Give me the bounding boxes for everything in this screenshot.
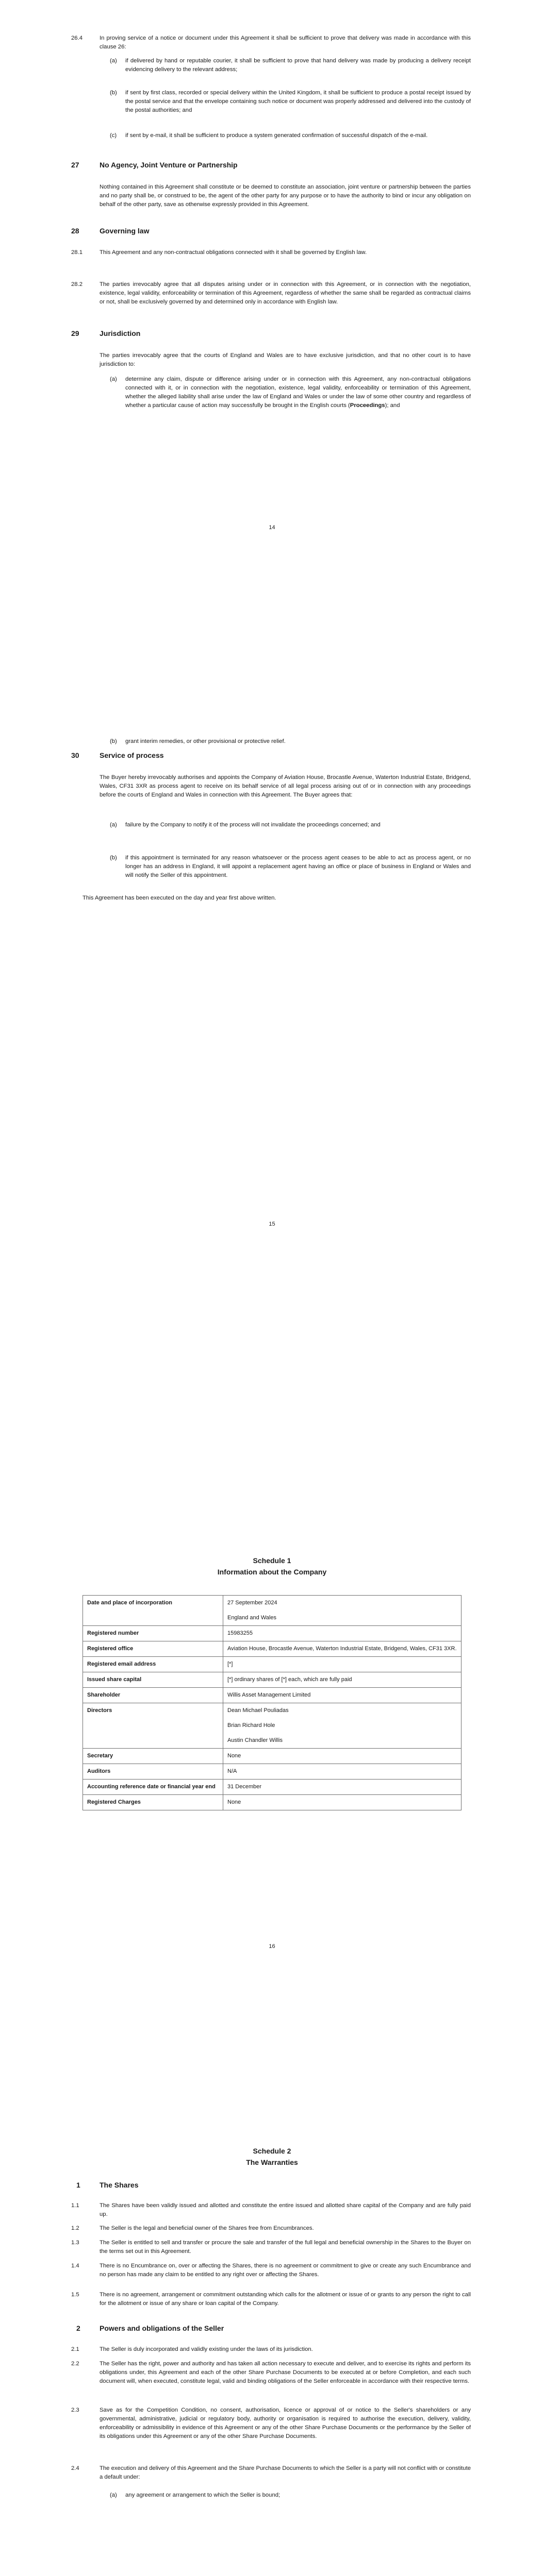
table-label-cell: Registered email address: [83, 1657, 223, 1672]
section-number: 2: [76, 2324, 80, 2332]
clause-text: The parties irrevocably agree that all disputes arising under or in connection with this Agreement, or in connection with the negotiation, existence, legal validity, enforceability or termination of this Agreement, regardless of whether the same shall be regarded as contractual claims or not, shall be exclusively governed by and determined only in accordance with English law.: [100, 281, 471, 305]
item-label: (b): [110, 90, 117, 96]
clause-text: This Agreement and any non-contractual obligations connected with it shall be governed by English law.: [100, 249, 367, 256]
clause-number: 27: [71, 161, 79, 169]
table-value: Dean Michael Pouliadas: [227, 1707, 289, 1714]
clause-text: The Shares have been validly issued and allotted and constitute the entire issued and allotted share capital of the Company and are fully paid up.: [100, 2202, 471, 2217]
clause-text: In proving service of a notice or document under this Agreement it shall be sufficient to prove that delivery was made in accordance with this clause 26:: [100, 35, 471, 50]
item-label: (b): [110, 738, 117, 744]
schedule-subtitle: Information about the Company: [217, 1568, 327, 1576]
table-value: 27 September 2024: [227, 1600, 277, 1606]
table-value-cell: [223, 1596, 461, 1626]
table-value: 31 December: [227, 1784, 262, 1790]
table-row: [83, 1672, 461, 1688]
item-text: if sent by first class, recorded or special delivery within the United Kingdom, it shall be sufficient to produce a postal receipt issued by the postal service and that the envelope containing such notice or document was properly addressed and delivered into the custody of the postal authorities; and: [125, 90, 471, 113]
execution-statement: This Agreement has been executed on the day and year first above written.: [83, 895, 276, 901]
table-value-cell: [223, 1749, 461, 1764]
page-number: 14: [269, 524, 275, 531]
table-value: Willis Asset Management Limited: [227, 1692, 311, 1698]
table-value-cell: [223, 1780, 461, 1795]
clause-number: 28: [71, 227, 79, 235]
table-label-cell: Accounting reference date or financial year end: [83, 1780, 223, 1795]
table-label-cell: Secretary: [83, 1749, 223, 1764]
table-label-cell: Date and place of incorporation: [83, 1596, 223, 1626]
clause-number: 1.1: [71, 2202, 79, 2209]
table-value: 15983255: [227, 1630, 253, 1636]
clause-number: 2.3: [71, 2407, 79, 2413]
table-value: None: [227, 1753, 241, 1759]
table-row: [83, 1795, 461, 1810]
clause-number: 1.4: [71, 2263, 79, 2269]
clause-text: The parties irrevocably agree that the courts of England and Wales are to have exclusive jurisdiction, and that no other court is to have jurisdiction to:: [100, 352, 471, 367]
table-value: Brian Richard Hole: [227, 1722, 275, 1728]
clause-text: There is no Encumbrance on, over or affecting the Shares, there is no agreement or commitment to give or create any such Encumbrance and no person has made any claim to be entitled to any right over or affecting the Shares.: [100, 2263, 471, 2278]
item-label: (c): [110, 132, 117, 139]
schedule-subtitle: The Warranties: [246, 2158, 298, 2166]
item-label: (a): [110, 58, 117, 64]
clause-text: The Seller has the right, power and authority and has taken all action necessary to execute and deliver, and to exercise its rights and perform its obligations under, this Agreement and each of the other Share Purchase Documents to be executed at or before Completion, and each such document will, when executed, constitute legal, valid and binding obligations of the Seller enforceable in accordance with their respective terms.: [100, 2361, 471, 2384]
clause-heading: No Agency, Joint Venture or Partnership: [100, 161, 238, 169]
section-heading: The Shares: [100, 2181, 139, 2189]
section-number: 1: [76, 2181, 80, 2189]
table-row: [83, 1626, 461, 1641]
clause-text: There is no agreement, arrangement or commitment outstanding which calls for the allotment or issue of or grants to any person the right to call for the allotment or issue of any share or loan capital of the Company.: [100, 2292, 471, 2307]
clause-text: The Seller is duly incorporated and validly existing under the laws of its jurisdiction.: [100, 2346, 313, 2352]
clause-text: Save as for the Competition Condition, no consent, authorisation, licence or approval of or notice to the Seller's shareholders or any governmental, administrative, judicial or regulatory body, authority or organisation is required to authorise the execution, delivery, validity, enforceability or admissibility in evidence of this Agreement or any of the other Share Purchase Documents or the performance by the Seller of its obligations under this Agreement or any of the other Share Purchase Documents.: [100, 2407, 471, 2439]
item-text: grant interim remedies, or other provisional or protective relief.: [125, 738, 286, 744]
table-value: None: [227, 1799, 241, 1805]
clause-text: The Buyer hereby irrevocably authorises and appoints the Company of Aviation House, Brocastle Avenue, Waterton Industrial Estate, Bridgend, Wales, CF31 3XR as process agent to receive on its behalf service of all legal process arising out of or in connection with any proceedings before the courts of England and Wales in connection with this Agreement. The Buyer agrees that:: [100, 774, 471, 798]
item-text: any agreement or arrangement to which the Seller is bound;: [125, 2492, 281, 2498]
item-text: if delivered by hand or reputable courier, it shall be sufficient to prove that hand delivery was made by producing a delivery receipt evidencing delivery to the relevant address;: [125, 58, 471, 73]
item-label: (b): [110, 855, 117, 861]
clause-heading: Jurisdiction: [100, 329, 141, 337]
table-label-cell: Registered office: [83, 1641, 223, 1657]
table-row: [83, 1641, 461, 1657]
clause-number: 2.1: [71, 2346, 79, 2352]
table-value-cell: [223, 1764, 461, 1780]
clause-number: 29: [71, 329, 79, 337]
table-value-cell: [223, 1626, 461, 1641]
clause-text: Nothing contained in this Agreement shall constitute or be deemed to constitute an association, joint venture or partnership between the parties and no party shall be, or construed to be, the agent of the other party for any purpose or to have the authority to bind or incur any obligation on behalf of the other party, save as otherwise expressly provided in this Agreement.: [100, 184, 471, 208]
page-number: 16: [269, 1943, 275, 1950]
table-label-cell: Directors: [83, 1703, 223, 1749]
table-value-cell: [223, 1688, 461, 1703]
table-value-cell: [223, 1657, 461, 1672]
item-text: if this appointment is terminated for any reason whatsoever or the process agent ceases to be able to act as process agent, or no longer has an address in England, it will appoint a replacement agent having an office or place of business in England or Wales and will notify the Seller of this appointment.: [125, 855, 471, 878]
clause-number: 28.2: [71, 281, 83, 287]
schedule-title: Schedule 1: [253, 1556, 291, 1565]
item-label: (a): [110, 2492, 117, 2498]
page-15: [0, 703, 544, 1406]
page-number: 15: [269, 1221, 275, 1227]
clause-number: 1.3: [71, 2240, 79, 2246]
table-value: N/A: [227, 1768, 237, 1774]
clause-number: 26.4: [71, 35, 83, 41]
table-value: England and Wales: [227, 1615, 276, 1621]
item-text: if sent by e-mail, it shall be sufficient to produce a system generated confirmation of successful dispatch of the e-mail.: [125, 132, 428, 139]
table-row: [83, 1596, 461, 1626]
table-value: Austin Chandler Willis: [227, 1737, 283, 1743]
table-row: [83, 1780, 461, 1795]
clause-number: 2.4: [71, 2465, 79, 2471]
item-text: failure by the Company to notify it of the process will not invalidate the proceedings concerned; and: [125, 822, 381, 828]
table-label-cell: Auditors: [83, 1764, 223, 1780]
schedule-title: Schedule 2: [253, 2147, 291, 2155]
clause-number: 2.2: [71, 2361, 79, 2367]
table-label-cell: Registered number: [83, 1626, 223, 1641]
company-info-table: [83, 1595, 461, 1810]
page-14: [0, 0, 544, 703]
clause-text: The Seller is entitled to sell and transfer or procure the sale and transfer of the full legal and beneficial ownership in the Shares to the Buyer on the terms set out in this Agreement.: [100, 2240, 471, 2255]
item-text: determine any claim, dispute or difference arising under or in connection with this Agreement, any non-contractual obligations connected with it, or in connection with the negotiation, existence, legal validity, enforceability or termination of this Agreement, whether the alleged liability shall arise under the law of England and Wales or under the law of some other country and regardless of whether a particular cause of action may successfully be brought in the English courts (Proceedings); and: [125, 376, 471, 409]
clause-number: 28.1: [71, 249, 83, 256]
page-17: [0, 2110, 544, 2576]
table-value-cell: [223, 1672, 461, 1688]
clause-heading: Governing law: [100, 227, 150, 235]
table-value-cell: [223, 1641, 461, 1657]
clause-text: The execution and delivery of this Agreement and the Share Purchase Documents to which the Seller is a party will not conflict with or constitute a default under:: [100, 2465, 471, 2480]
clause-text: The Seller is the legal and beneficial owner of the Shares free from Encumbrances.: [100, 2225, 314, 2231]
table-row: [83, 1657, 461, 1672]
table-value-cell: [223, 1703, 461, 1749]
table-row: [83, 1749, 461, 1764]
table-label-cell: Shareholder: [83, 1688, 223, 1703]
page-16: [0, 1406, 544, 2110]
table-label-cell: Registered Charges: [83, 1795, 223, 1810]
table-value: [*] ordinary shares of [*] each, which are fully paid: [227, 1676, 352, 1683]
section-heading: Powers and obligations of the Seller: [100, 2324, 224, 2332]
table-value: Aviation House, Brocastle Avenue, Waterton Industrial Estate, Bridgend, Wales, CF31 3XR.: [227, 1646, 457, 1652]
table-label-cell: Issued share capital: [83, 1672, 223, 1688]
item-label: (a): [110, 822, 117, 828]
table-value: [*]: [227, 1661, 233, 1667]
table-row: [83, 1688, 461, 1703]
table-row: [83, 1703, 461, 1749]
clause-heading: Service of process: [100, 751, 164, 759]
item-label: (a): [110, 376, 117, 382]
table-value-cell: [223, 1795, 461, 1810]
table-row: [83, 1764, 461, 1780]
clause-number: 1.5: [71, 2292, 79, 2298]
clause-number: 30: [71, 751, 79, 759]
clause-number: 1.2: [71, 2225, 79, 2231]
